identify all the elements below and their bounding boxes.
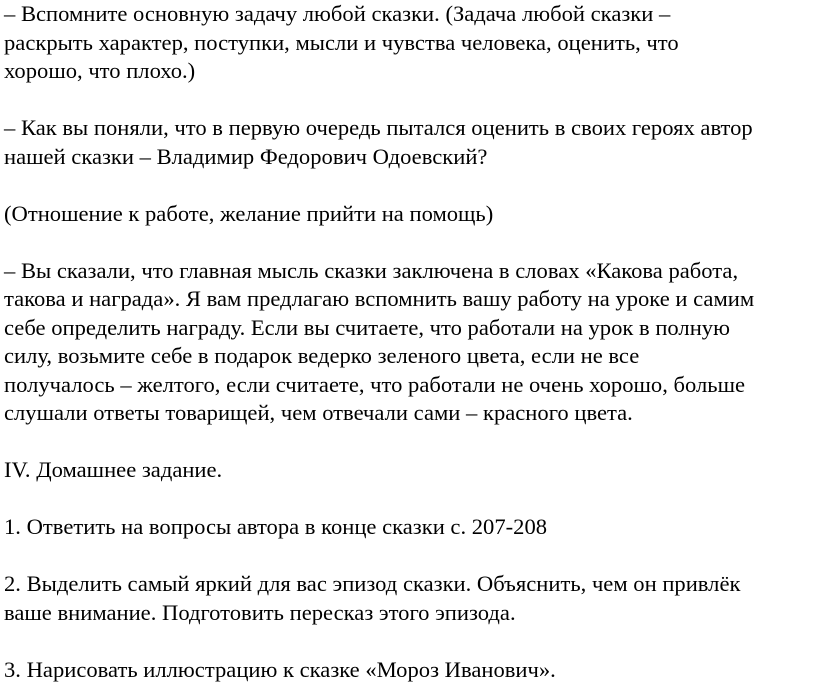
text-line: – Вспомните основную задачу любой сказки. (Задача любой сказки – xyxy=(4,1,671,26)
paragraph-author-question xyxy=(4,114,812,171)
paragraph-recall-task xyxy=(4,0,812,86)
paragraph-spacer xyxy=(4,86,812,115)
text-line: такова и награда». Я вам предлагаю вспомнить вашу работу на уроке и самим xyxy=(4,286,755,311)
text-line: раскрыть характер, поступки, мысли и чувства человека, оценить, что xyxy=(4,29,679,55)
homework-item-3 xyxy=(4,656,812,685)
paragraph-spacer xyxy=(4,228,812,257)
paragraph-spacer xyxy=(4,542,812,571)
text-line: силу, возьмите себе в подарок ведерко зеленого цвета, если не все xyxy=(4,343,640,368)
text-line: себе определить награду. Если вы считаете, что работали на урок в полную xyxy=(4,314,730,340)
paragraph-answer xyxy=(4,200,812,229)
homework-item-2 xyxy=(4,570,812,627)
text-line: – Вы сказали, что главная мысль сказки заключена в словах «Какова работа, xyxy=(4,257,739,283)
homework-item-1 xyxy=(4,513,812,542)
paragraph-spacer xyxy=(4,171,812,200)
text-line: IV. Домашнее задание. xyxy=(4,457,223,482)
text-line: получалось – желтого, если считаете, что работали не очень хорошо, больше xyxy=(4,371,745,397)
section-heading-homework xyxy=(4,456,812,485)
text-line: слушали ответы товарищей, чем отвечали сами – красного цвета. xyxy=(4,400,633,425)
text-line: 1. Ответить на вопросы автора в конце сказки с. 207-208 xyxy=(4,514,548,539)
text-line: (Отношение к работе, желание прийти на помощь) xyxy=(4,200,494,226)
text-line: нашей сказки – Владимир Федорович Одоевский? xyxy=(4,143,488,169)
text-line: 3. Нарисовать иллюстрацию к сказке «Мороз Иванович». xyxy=(4,656,556,682)
text-line: – Как вы поняли, что в первую очередь пытался оценить в своих героях автор xyxy=(4,115,753,140)
paragraph-reward-instructions xyxy=(4,257,812,428)
text-line: ваше внимание. Подготовить пересказ этого эпизода. xyxy=(4,599,516,625)
text-line: хорошо, что плохо.) xyxy=(4,58,196,83)
text-line: 2. Выделить самый яркий для вас эпизод сказки. Объяснить, чем он привлёк xyxy=(4,571,741,596)
paragraph-spacer xyxy=(4,627,812,656)
paragraph-spacer xyxy=(4,428,812,457)
paragraph-spacer xyxy=(4,485,812,514)
